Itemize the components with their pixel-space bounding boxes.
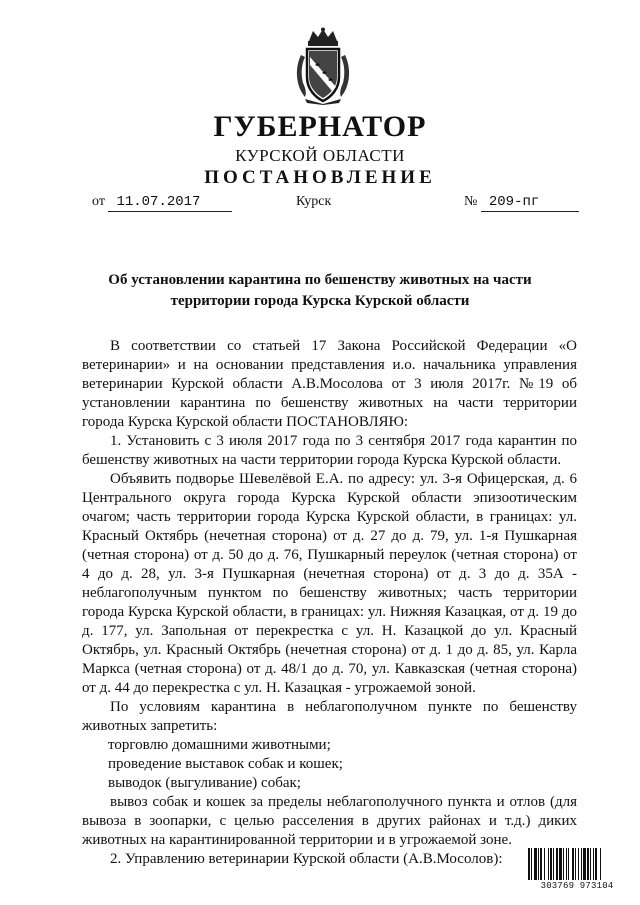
prohibition-item: выводок (выгуливание) собак;	[108, 775, 301, 791]
decree-subject	[100, 270, 540, 312]
barcode-number: 303769 973104	[540, 881, 614, 891]
governor-title: ГУБЕРНАТОР	[213, 110, 427, 143]
prohibition-export-paragraph: вывоз собак и кошек за пределы неблагополучного пункта и отлов (для вывоза в зоопарки, с целью расселения в других районах и т.д.) диких животных на карантинированной территории и в угрожаемой зоне.	[82, 794, 577, 848]
date-prefix: от	[92, 194, 105, 209]
kursk-coat-of-arms-icon	[291, 27, 355, 105]
clause-1-paragraph: 1. Установить с 3 июля 2017 года по 3 сентября 2017 года карантин по бешенству животных на части территории города Курска Курской области.	[82, 433, 577, 468]
decree-body	[82, 337, 577, 869]
document-type: ПОСТАНОВЛЕНИЕ	[204, 167, 436, 188]
subject-line-1: Об установлении карантина по бешенству животных на части	[108, 272, 532, 288]
preamble-paragraph: В соответствии со статьей 17 Закона Российской Федерации «О ветеринарии» и на основании представления и.о. начальника управления ветеринарии Курской области А.В.Мосолова от 3 июля 2017г. №19 об установлении карантина по бешенству животных на части территории города Курска Курской области ПОСТАНОВЛЯЮ:	[82, 338, 577, 430]
clause-2-paragraph: 2. Управлению ветеринарии Курской области (А.В.Мосолов):	[110, 851, 503, 867]
prohibitions-intro: По условиям карантина в неблагополучном пункте по бешенству животных запретить:	[82, 699, 577, 734]
prohibition-item: торговлю домашними животными;	[108, 737, 331, 753]
decree-number-row	[464, 193, 579, 212]
number-prefix: №	[464, 194, 478, 209]
outbreak-zone-paragraph: Объявить подворье Шевелёвой Е.А. по адресу: ул. 3-я Офицерская, д. 6 Центрального округа города Курска Курской области эпизоотическим очагом; часть территории города Курска Курской области, в границах: ул. Красный Октябрь (нечетная сторона) от д. 27 до д. 79, ул. 1-я Пушкарная (четная сторона) от д. 50 до д. 76, Пушкарный переулок (четная сторона) от 4 до д. 28, ул. 3-я Пушкарная (нечетная сторона) от д. 3 до д. 35А - неблагополучным пунктом по бешенству животных; часть территории города Курска Курской области, в границах: ул. Нижняя Казацкая, от д. 19 до д. 177, ул. Запольная от перекрестка с ул. Н. Казацкой до ул. Красный Октябрь, ул. Красный Октябрь (нечетная сторона) от д. 1 до д. 85, ул. Карла Маркса (четная сторона) от д. 48/1 до д. 70, ул. Кавказская (четная сторона) от д. 44 до перекрестка с ул. Н. Казацкая - угрожаемой зоной.	[82, 471, 577, 696]
subject-line-2: территории города Курска Курской области	[170, 293, 470, 309]
decree-date: 11.07.2017	[108, 193, 232, 212]
decree-number: 209-пг	[481, 193, 579, 212]
decree-city: Курск	[296, 194, 332, 209]
prohibition-item: проведение выставок собак и кошек;	[108, 756, 343, 772]
decree-date-row	[92, 193, 232, 212]
region-title: КУРСКОЙ ОБЛАСТИ	[235, 146, 405, 165]
